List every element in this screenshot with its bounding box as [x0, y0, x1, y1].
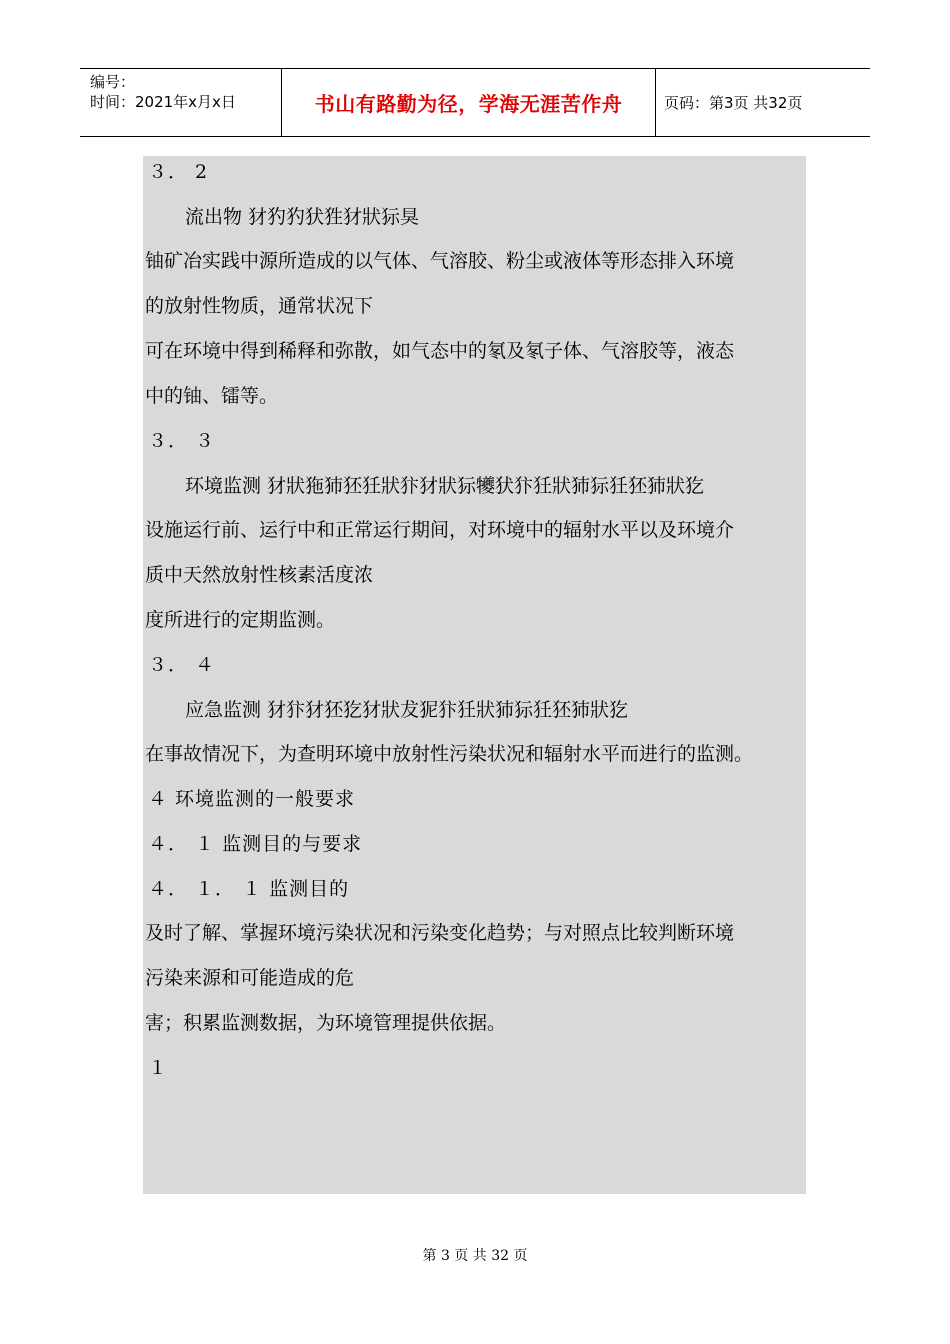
original-page-number: １	[148, 1057, 169, 1079]
header-top-rule	[80, 68, 870, 69]
section-number-3-2: ３． 2	[148, 161, 209, 183]
definition-line: 度所进行的定期监测。	[145, 609, 336, 631]
definition-line: 质中天然放射性核素活度浓	[145, 564, 374, 586]
definition-line: 的放射性物质，通常状况下	[145, 295, 374, 317]
header-bottom-rule	[80, 136, 870, 137]
section-number-3-4: ３． ４	[148, 654, 216, 676]
term-environmental-monitoring: 环境监测 犲狀狏犻狉狅狀犿犲狀狋犪犾犿狅狀犻狋狅狉犻狀犵	[185, 475, 705, 497]
header-motto: 书山有路勤为径，学海无涯苦作舟	[314, 92, 623, 116]
term-emergency-monitoring: 应急监测 犲犿犲狉犵犲狀犮狔犿狅狀犻狋狅狉犻狀犵	[185, 699, 629, 721]
header-meta	[90, 72, 236, 112]
header-page-info: 页码：第3页 共32页	[664, 94, 803, 112]
definition-line: 设施运行前、运行中和正常运行期间，对环境中的辐射水平以及环境介	[145, 519, 735, 541]
section-heading-4-1-1: ４． １． １ 监测目的	[148, 878, 350, 900]
section-number-3-3: ３． ３	[148, 430, 216, 452]
serial-number-label: 编号：	[90, 73, 136, 91]
definition-line: 中的铀、镭等。	[145, 385, 279, 407]
paragraph-line: 害；积累监测数据，为环境管理提供依据。	[145, 1012, 507, 1034]
definition-line: 在事故情况下，为查明环境中放射性污染状况和辐射水平而进行的监测。	[145, 743, 754, 765]
term-effluent: 流出物 犲犳犳犾狌犲狀狋狊	[185, 206, 420, 228]
paragraph-line: 污染来源和可能造成的危	[145, 967, 355, 989]
header-divider-right	[655, 68, 656, 136]
section-heading-4-1: ４． １ 监测目的与要求	[148, 833, 363, 855]
paragraph-line: 及时了解、掌握环境污染状况和污染变化趋势；与对照点比较判断环境	[145, 922, 735, 944]
definition-line: 铀矿冶实践中源所造成的以气体、气溶胶、粉尘或液体等形态排入环境	[145, 250, 735, 272]
section-heading-4: ４ 环境监测的一般要求	[148, 788, 356, 810]
date-label: 时间：2021年x月x日	[90, 93, 236, 111]
footer-page-number: 第 3 页 共 32 页	[422, 1248, 528, 1264]
definition-line: 可在环境中得到稀释和弥散，如气态中的氡及氡子体、气溶胶等，液态	[145, 340, 735, 362]
